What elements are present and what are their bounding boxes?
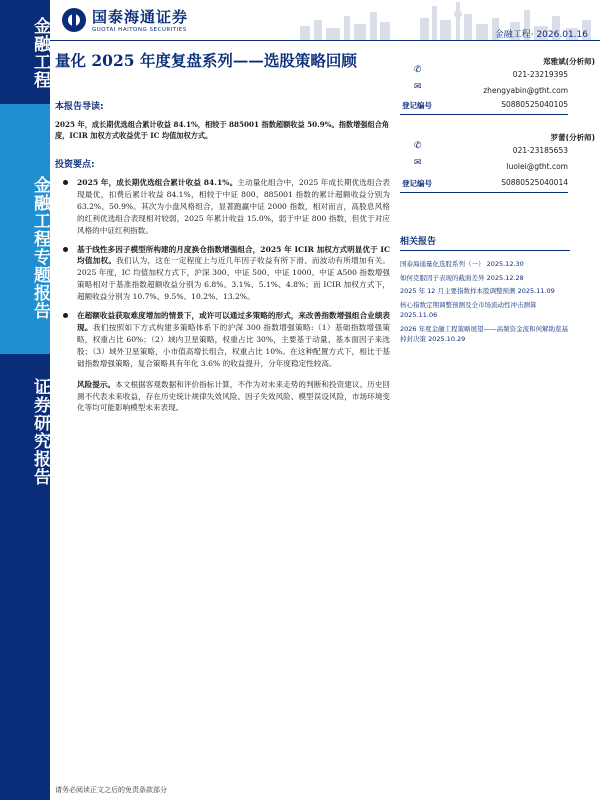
bullet-dot [63,180,68,185]
key-point [55,244,390,304]
report-title: 量化 2025 年度复盘系列——选股策略回顾 [55,51,357,70]
risk-body: 本文根据客观数据和评价指标计算，不作为对未来走势的判断和投资建议。历史回测不代表未来收益，存在历史统计规律失效风险、因子失效风险、模型误设风险，市场环境变化等均可能影响模型未来表现。 [77,379,391,413]
key-point-body: 主动量化组合中，2025 年成长期优选组合表现最优，扣费后累计收益 84.1%，相较于中证 800、885001 指数的累计超额收益分别为 63.2%、50.9%。其次为小盘风格组合，显著跑赢中证 2000 指数，相对而言，高股息风格的红利优选组合表现相对较弱，2025 年累计收益 15.0%，弱于中证 800 指数，但优于对应风格的中证红利指数。 [77,178,390,235]
logo-english-name: GUOTAI HAITONG SECURITIES [92,27,187,33]
analyst-panel [400,52,595,204]
guide-heading: 本报告导读: [55,102,104,112]
related-report-item[interactable] [400,259,570,270]
related-report-date: 2025.11.06 [400,311,438,319]
phone-icon: ✆ [414,141,422,151]
related-report-date: 2025.10.29 [428,335,466,343]
related-report-date: 2025.11.09 [517,287,555,295]
analyst-divider [400,192,568,193]
key-point-body: 我们认为，这在一定程度上与近几年因子收益有所下滑、而波动有所增加有关。2025 年度，IC 均值加权方式下，沪深 300、中证 500、中证 1000、中证 A500 指数增强策略相对于基准指数超额收益分别为 6.8%、3.1%、5.1%、4.8%；而 ICIR 加权方式下，超额收益分别为 10.7%、9.5%、10.2%、13.2%。 [77,256,390,302]
key-point [55,310,390,370]
related-report-date: 2025.12.28 [486,273,524,282]
related-report-title: 国泰海通量化选股系列（一） [400,260,485,268]
key-point-lead: 基于线性多因子模型所构建的月度换仓指数增强组合，2025 年 ICIR 加权方式明显优于 IC 均值加权。 [77,244,390,266]
related-report-date: 2025.12.30 [486,260,524,268]
key-point-body: 我们按照如下方式构建多策略体系下的沪深 300 指数增强策略:（1）基础指数增强策略，权重占比 60%；（2）域内卫星策略，权重占比 30%，主要基于动量、基本面因子来选股；（3）域外卫星策略，小市值高增长组合，权重占比 10%。在这种配置方式下，相比于基础指数增强策略，复合策略具有年化 3.6% 的收益提升，分年度稳定性较高。 [77,322,390,368]
analyst-reg-label: 登记编号 [402,179,432,188]
analyst-reg-label: 登记编号 [402,101,432,110]
related-reports-heading: 相关报告 [400,234,570,251]
analyst-name: 郑雅斌(分析师) [543,57,595,66]
key-point-lead: 在超额收益获取难度增加的情景下，或许可以通过多策略的形式，来改善指数增强组合业绩表现。 [77,311,390,332]
email-icon: ✉ [414,82,422,92]
related-report-title: 核心指数定期调整预测及全市场流动性冲击测算 [400,300,537,309]
analyst-phone: 021-23219395 [512,70,568,79]
sidebar-top-label: 金融工程 [30,17,50,89]
related-report-item[interactable] [400,324,570,345]
main-content [55,99,390,414]
left-sidebar [0,0,50,800]
key-point-lead: 2025 年，成长期优选组合累计收益 84.1%。 [77,178,238,187]
sidebar-bottom-label: 证券研究报告 [30,378,50,486]
key-point [55,177,390,237]
related-report-title: 2025 年 12 月主要指数样本股调整预测 [400,287,516,295]
bullet-dot [63,247,68,252]
related-report-title: 2026 年度金融工程策略展望——高频资金流和何解助览基掉封决策 [400,324,569,343]
footer-disclaimer: 请务必阅读正文之后的免责条款部分 [55,786,167,794]
header-divider [50,40,600,41]
phone-icon: ✆ [414,65,422,75]
related-report-item[interactable] [400,300,570,321]
related-report-item[interactable] [400,286,570,297]
risk-warning [55,379,390,415]
risk-lead: 风险提示。 [77,379,116,389]
company-logo [62,6,188,33]
analyst-reg-number: S0880525040014 [501,178,568,187]
logo-icon [62,8,86,32]
logo-chinese-name: 国泰海通证券 [92,8,189,26]
related-report-item[interactable] [400,273,570,284]
related-report-title: 如何克服因子表现的截面差异 [400,273,485,282]
analyst-divider [400,114,568,115]
analyst-phone: 021-23185653 [512,146,568,155]
analyst-name: 罗蕾(分析师) [550,133,595,142]
bullet-dot [63,313,68,318]
analyst-email[interactable]: luolei@gtht.com [506,162,568,171]
sidebar-report-type-label: 金融工程专题报告 [30,176,50,320]
analyst-reg-number: S0880525040105 [501,100,568,109]
header-date-meta: 金融工程· 2026.01.16 [494,30,588,40]
analyst-card [400,52,595,128]
related-reports [400,234,595,345]
analyst-card [400,128,595,204]
analyst-email[interactable]: zhengyabin@gtht.com [483,86,568,95]
guide-summary: 2025 年，成长期优选组合累计收益 84.1%，相较于 885001 指数超额收益 50.9%。指数增强组合角度，ICIR 加权方式收益优于 IC 均值加权方式。 [55,120,390,140]
email-icon: ✉ [414,158,422,168]
key-points-heading: 投资要点: [55,160,95,170]
